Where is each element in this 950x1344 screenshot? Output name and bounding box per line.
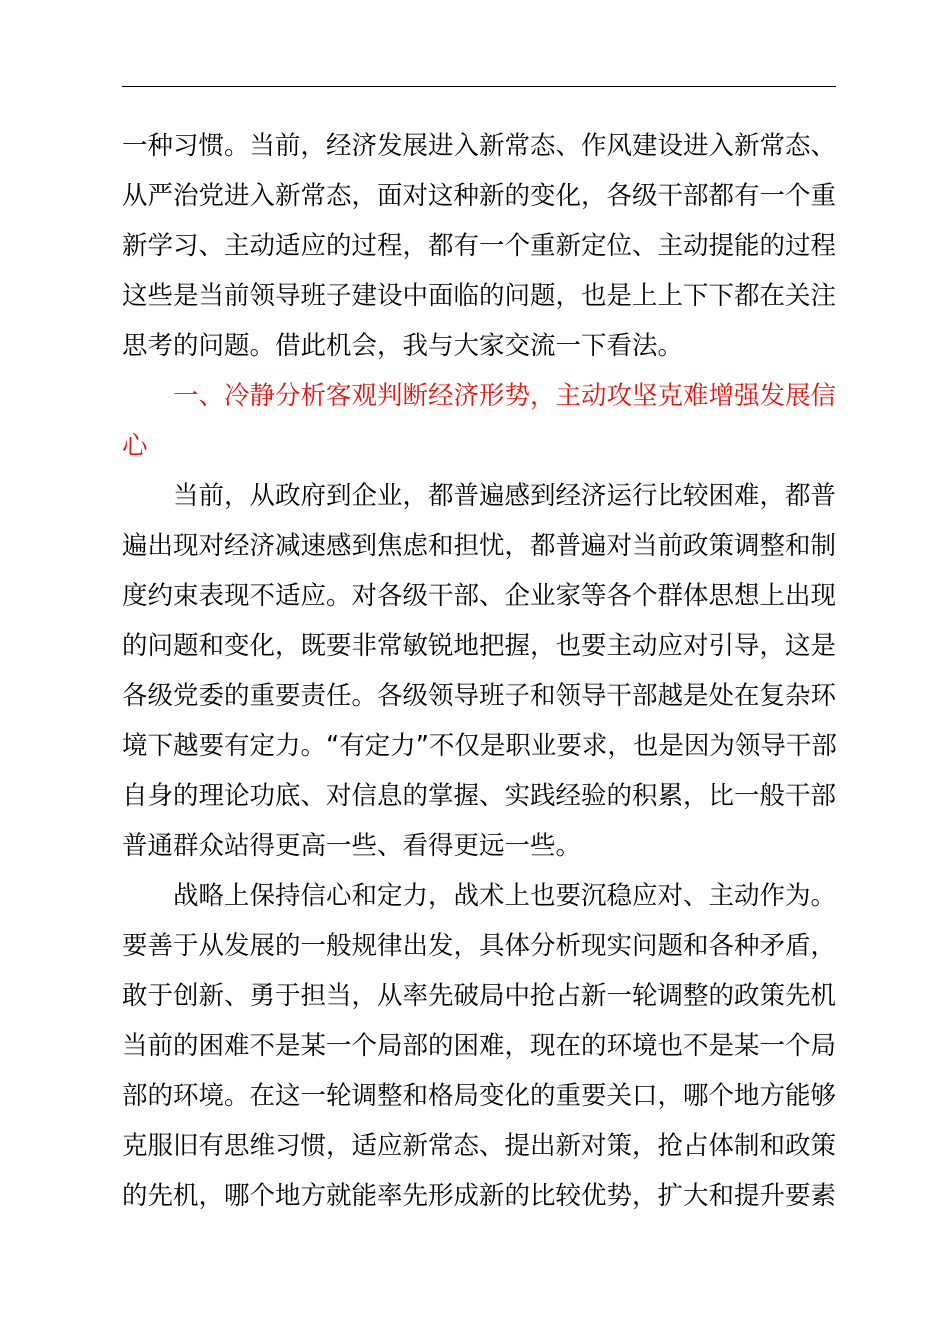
- text-line: 度约束表现不适应。对各级干部、企业家等各个群体思想上出现: [122, 581, 837, 611]
- heading-line: 心: [122, 431, 148, 461]
- text-line: 这些是当前领导班子建设中面临的问题，也是上上下下都在关注: [122, 281, 837, 311]
- text-line: 自身的理论功底、对信息的掌握、实践经验的积累，比一般干部: [122, 781, 837, 811]
- text-line: 的问题和变化，既要非常敏锐地把握，也要主动应对引导，这是: [122, 631, 837, 661]
- text-line: 新学习、主动适应的过程，都有一个重新定位、主动提能的过程: [122, 231, 837, 261]
- text-line: 遍出现对经济减速感到焦虑和担忧，都普遍对当前政策调整和制: [122, 531, 837, 561]
- text-line: 要善于从发展的一般规律出发，具体分析现实问题和各种矛盾，: [122, 931, 837, 961]
- text-line: 部的环境。在这一轮调整和格局变化的重要关口，哪个地方能够: [122, 1081, 837, 1111]
- text-line: 思考的问题。借此机会，我与大家交流一下看法。: [122, 331, 684, 361]
- paragraph-2: [122, 871, 838, 1221]
- text-line: 敢于创新、勇于担当，从率先破局中抢占新一轮调整的政策先机: [122, 981, 837, 1011]
- heading-line: 一、冷静分析客观判断经济形势，主动攻坚克难增强发展信: [173, 381, 837, 411]
- document-body: [122, 121, 838, 1221]
- header-rule: [122, 86, 836, 87]
- text-line: 当前，从政府到企业，都普遍感到经济运行比较困难，都普: [173, 481, 837, 511]
- paragraph-continuation: [122, 121, 838, 371]
- text-line: 境下越要有定力。“有定力”不仅是职业要求，也是因为领导干部: [122, 731, 837, 761]
- section-heading: [122, 371, 838, 471]
- text-line: 从严治党进入新常态，面对这种新的变化，各级干部都有一个重: [122, 181, 837, 211]
- text-line: 战略上保持信心和定力，战术上也要沉稳应对、主动作为。: [173, 881, 837, 911]
- text-line: 普通群众站得更高一些、看得更远一些。: [122, 831, 582, 861]
- paragraph-1: [122, 471, 838, 871]
- text-line: 一种习惯。当前，经济发展进入新常态、作风建设进入新常态、: [122, 131, 837, 161]
- text-line: 的先机，哪个地方就能率先形成新的比较优势，扩大和提升要素: [122, 1181, 837, 1211]
- text-line: 克服旧有思维习惯，适应新常态、提出新对策，抢占体制和政策: [122, 1131, 837, 1161]
- text-line: 各级党委的重要责任。各级领导班子和领导干部越是处在复杂环: [122, 681, 837, 711]
- text-line: 当前的困难不是某一个局部的困难，现在的环境也不是某一个局: [122, 1031, 837, 1061]
